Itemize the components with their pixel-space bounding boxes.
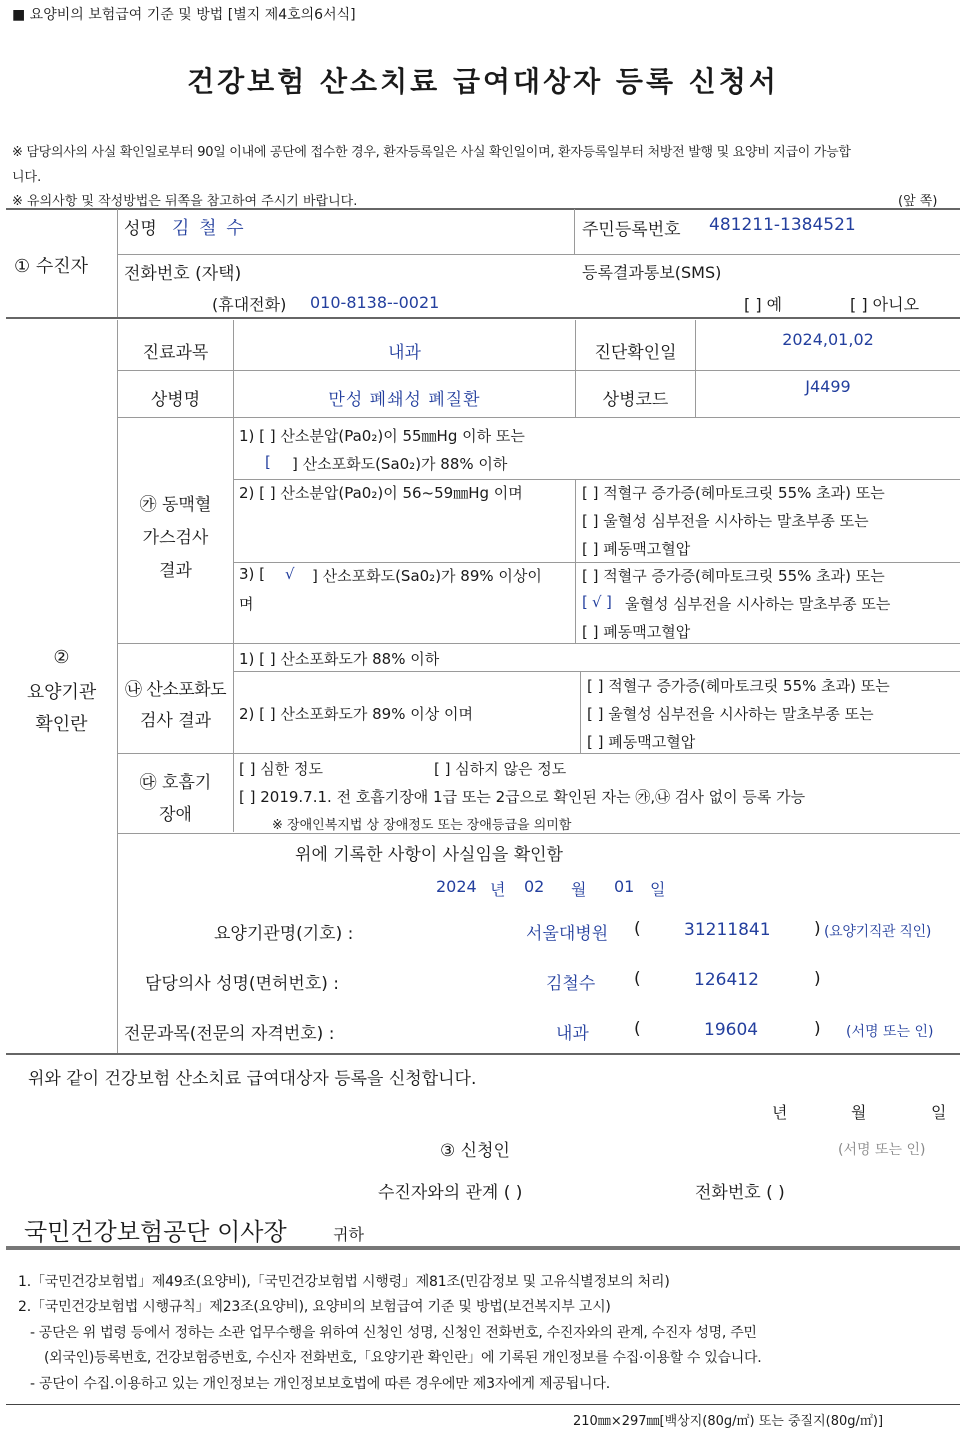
application-month: 월: [851, 1103, 867, 1122]
divider: [117, 753, 960, 754]
institution-name-value: 서울대병원: [526, 924, 609, 944]
phone-home-label: 전화번호 (자택): [124, 264, 242, 284]
disease-code-value: J4499: [805, 377, 851, 396]
relation-field[interactable]: 수진자와의 관계 ( ): [378, 1183, 523, 1203]
divider: [117, 254, 960, 255]
abg-criterion-3-edema-open[interactable]: [: [582, 593, 588, 611]
sms-no-option[interactable]: [ ] 아니오: [850, 295, 920, 314]
footer-note-1: 1.「국민건강보험법」제49조(요양비),「국민건강보험법 시행령」제81조(민감정보 및 고유식별정보의 처리): [18, 1274, 670, 1290]
institution-section-label-2: 확인란: [35, 714, 88, 735]
paren-close: ): [814, 919, 821, 939]
divider: [575, 479, 576, 643]
abg-criterion-3-open[interactable]: 3) [: [239, 565, 266, 583]
addressee: 국민건강보험공단 이사장: [24, 1218, 287, 1246]
page-side-label: (앞 쪽): [898, 194, 938, 209]
note-see-back: ※ 유의사항 및 작성방법은 뒤쪽을 참고하여 주시기 바랍니다.: [12, 194, 358, 209]
patient-section-label: ① 수진자: [14, 256, 89, 277]
top-rule: [6, 208, 960, 210]
specialty-sign-note: (서명 또는 인): [846, 1024, 934, 1040]
mobile-value: 010-8138--0021: [310, 293, 440, 312]
sms-label: 등록결과통보(SMS): [582, 263, 722, 282]
abg-criterion-3-erythro[interactable]: [ ] 적혈구 증가증(헤마토크릿 55% 초과) 또는: [582, 567, 885, 585]
name-value: 김 철 수: [172, 218, 246, 239]
abg-criterion-3-cont: 며: [239, 595, 254, 613]
footer-note-4: - 공단이 수집.이용하고 있는 개인정보는 개인정보보호법에 따른 경우에만 제3자에게 제공됩니다.: [30, 1376, 610, 1392]
addressee-honorific: 귀하: [333, 1225, 364, 1244]
footer-note-3: - 공단은 위 법령 등에서 정하는 소관 업무수행을 위하여 신청인 성명, 신청인 전화번호, 수진자와의 관계, 수진자 성명, 주민: [30, 1325, 757, 1341]
doctor-label: 담당의사 성명(면허번호) :: [145, 974, 340, 994]
doctor-license-value: 126412: [694, 970, 759, 990]
doctor-name-value: 김철수: [546, 974, 596, 994]
name-label: 성명: [124, 219, 157, 239]
specialty-label: 전문과목(전문의 자격번호) :: [124, 1024, 335, 1044]
abg-criterion-1b-bracket[interactable]: [: [265, 453, 271, 471]
resp-label: ㉰ 호흡기: [139, 773, 212, 793]
paren-open: (: [634, 969, 641, 989]
note-90-days: ※ 담당의사의 사실 확인일로부터 90일 이내에 공단에 접수한 경우, 환자등록일은 사실 확인일이며, 환자등록일부터 처방전 발행 및 요양비 지급이 가능합: [12, 145, 851, 160]
abg-criterion-2[interactable]: 2) [ ] 산소분압(Pa0₂)이 56~59㎜Hg 이며: [239, 484, 523, 502]
divider: [580, 671, 581, 753]
application-year: 년: [772, 1103, 788, 1122]
spo2-criterion-1[interactable]: 1) [ ] 산소포화도가 88% 이하: [239, 650, 440, 668]
abg-label: ㉮ 동맥혈: [139, 495, 212, 515]
day-unit: 일: [650, 880, 666, 899]
spo2-criterion-2-edema[interactable]: [ ] 울혈성 심부전을 시사하는 말초부종 또는: [587, 705, 874, 723]
paren-open: (: [634, 919, 641, 939]
divider: [117, 370, 960, 371]
note-90-days-cont: 니다.: [12, 170, 42, 185]
application-statement: 위와 같이 건강보험 산소치료 급여대상자 등록을 신청합니다.: [28, 1069, 477, 1089]
confirm-month: 02: [524, 877, 545, 896]
specialty-value: 내과: [556, 1024, 589, 1044]
abg-label-2: 가스검사: [142, 528, 209, 548]
footer-note-2: 2.「국민건강보험법 시행규칙」제23조(요양비), 요양비의 보험급여 기준 및 방법(보건복지부 고시): [18, 1299, 611, 1315]
rrn-value: 481211-1384521: [709, 215, 856, 235]
divider: [233, 479, 960, 480]
abg-criterion-2-erythro[interactable]: [ ] 적혈구 증가증(헤마토크릿 55% 초과) 또는: [582, 484, 885, 502]
spo2-label: ㉯ 산소포화도: [124, 680, 226, 700]
abg-criterion-2-edema[interactable]: [ ] 울혈성 심부전을 시사하는 말초부종 또는: [582, 512, 869, 530]
section-rule: [6, 1053, 960, 1055]
resp-note: ※ 장애인복지법 상 장애정도 또는 장애등급을 의미함: [272, 818, 572, 833]
paren-open: (: [634, 1019, 641, 1039]
rrn-label: 주민등록번호: [582, 220, 681, 240]
applicant-sign[interactable]: (서명 또는 인): [838, 1142, 926, 1158]
page-title: 건강보험 산소치료 급여대상자 등록 신청서: [187, 65, 779, 98]
diagnosis-date-value: 2024,01,02: [782, 330, 874, 349]
resp-mild-option[interactable]: [ ] 심하지 않은 정도: [434, 760, 567, 778]
confirm-day: 01: [614, 877, 635, 896]
institution-seal-note: (요양기직관 직인): [824, 924, 932, 940]
application-day: 일: [931, 1103, 947, 1122]
divider: [233, 562, 960, 563]
dept-value: 내과: [388, 343, 421, 363]
abg-criterion-3-edema-check[interactable]: √: [592, 593, 602, 611]
abg-criterion-2-ph[interactable]: [ ] 폐동맥고혈압: [582, 540, 691, 558]
disease-label: 상병명: [150, 390, 201, 410]
section-rule: [6, 317, 960, 319]
resp-severe-option[interactable]: [ ] 심한 정도: [239, 760, 323, 778]
resp-grade-option[interactable]: [ ] 2019.7.1. 전 호흡기장애 1급 또는 2급으로 확인된 자는 ㉮,㉯ 검사 없이 등록 가능: [239, 788, 806, 806]
diagnosis-date-label: 진단확인일: [594, 343, 677, 363]
paper-spec: 210㎜×297㎜[백상지(80g/㎡) 또는 중질지(80g/㎡)]: [573, 1414, 884, 1429]
confirm-year: 2024: [436, 877, 477, 896]
divider: [117, 209, 118, 317]
month-unit: 월: [571, 880, 587, 899]
spo2-criterion-2-erythro[interactable]: [ ] 적혈구 증가증(헤마토크릿 55% 초과) 또는: [587, 677, 890, 695]
bottom-rule: [6, 1246, 960, 1250]
paren-close: ): [814, 969, 821, 989]
footer-note-3-cont: (외국인)등록번호, 건강보험증번호, 수신자 전화번호,「요양기관 확인란」에 기록된 개인정보를 수집·이용할 수 있습니다.: [44, 1350, 762, 1366]
disease-code-label: 상병코드: [602, 390, 669, 410]
footer-rule: [6, 1404, 960, 1405]
applicant-label: ③ 신청인: [440, 1141, 510, 1161]
applicant-phone-field[interactable]: 전화번호 ( ): [695, 1183, 785, 1203]
spo2-criterion-2-ph[interactable]: [ ] 폐동맥고혈압: [587, 733, 696, 751]
institution-section-num: ②: [53, 647, 70, 668]
disease-value: 만성 폐쇄성 폐질환: [328, 390, 481, 410]
abg-criterion-3: ] 산소포화도(Sa0₂)가 89% 이상이: [312, 567, 542, 585]
divider: [233, 671, 960, 672]
sms-yes-option[interactable]: [ ] 예: [744, 295, 783, 314]
confirm-statement: 위에 기록한 사항이 사실임을 확인함: [295, 845, 563, 865]
year-unit: 년: [490, 880, 506, 899]
divider: [117, 833, 960, 834]
institution-code-value: 31211841: [684, 920, 771, 940]
resp-label-2: 장애: [159, 805, 192, 825]
abg-criterion-3-edema-close[interactable]: ]: [606, 593, 612, 611]
spo2-criterion-2[interactable]: 2) [ ] 산소포화도가 89% 이상 이며: [239, 705, 473, 723]
divider: [117, 643, 960, 644]
divider: [574, 209, 575, 254]
form-reference: ■ 요양비의 보험급여 기준 및 방법 [별지 제4호의6서식]: [12, 7, 356, 23]
institution-section-label: 요양기관: [26, 682, 97, 703]
abg-criterion-3-check[interactable]: √: [285, 565, 295, 583]
mobile-label: (휴대전화): [212, 295, 287, 314]
specialty-number-value: 19604: [704, 1020, 759, 1040]
dept-label: 진료과목: [142, 343, 209, 363]
abg-criterion-3-ph[interactable]: [ ] 폐동맥고혈압: [582, 623, 691, 641]
spo2-label-2: 검사 결과: [139, 711, 212, 731]
abg-criterion-3-edema: 울혈성 심부전을 시사하는 말초부종 또는: [625, 595, 891, 613]
abg-criterion-1b: ] 산소포화도(Sa0₂)가 88% 이하: [292, 455, 508, 473]
abg-criterion-1[interactable]: 1) [ ] 산소분압(Pa0₂)이 55㎜Hg 이하 또는: [239, 427, 525, 445]
paren-close: ): [814, 1019, 821, 1039]
abg-label-3: 결과: [159, 561, 192, 581]
institution-name-label: 요양기관명(기호) :: [214, 924, 354, 944]
divider: [117, 417, 960, 418]
